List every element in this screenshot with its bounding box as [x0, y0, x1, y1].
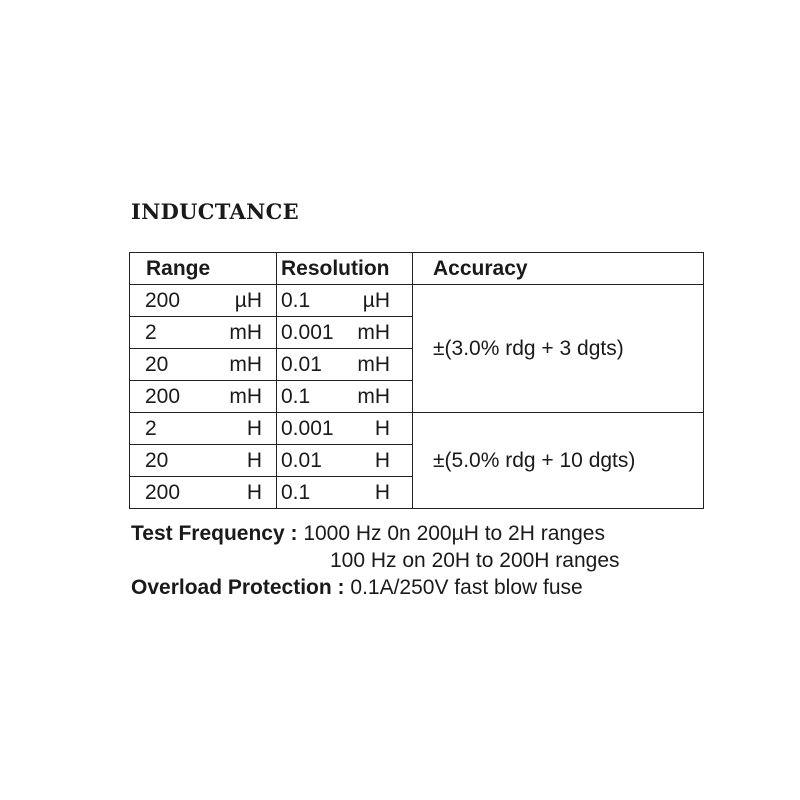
section-title: INDUCTANCE [131, 199, 299, 224]
accuracy-cell-group-2: ±(5.0% rdg + 10 dgts) [413, 413, 704, 509]
range-unit: H [246, 481, 262, 504]
resolution-value: 0.001 [281, 417, 334, 440]
range-value: 2 [145, 321, 157, 344]
test-frequency-value-2: 100 Hz on 20H to 200H ranges [330, 549, 620, 572]
range-value: 200 [145, 289, 181, 312]
test-frequency-line-1 [131, 520, 620, 547]
resolution-unit: H [374, 481, 390, 504]
resolution-value: 0.1 [281, 385, 311, 408]
range-value: 200 [145, 385, 181, 408]
resolution-value: 0.001 [281, 321, 334, 344]
resolution-cell [277, 445, 413, 477]
resolution-unit: mH [357, 353, 390, 376]
resolution-unit: mH [357, 385, 390, 408]
resolution-unit: H [374, 449, 390, 472]
resolution-value: 0.1 [281, 289, 311, 312]
range-unit: H [246, 449, 262, 472]
resolution-cell [277, 381, 413, 413]
overload-protection-line [131, 574, 620, 601]
range-value: 2 [145, 417, 157, 440]
resolution-value: 0.1 [281, 481, 311, 504]
table-row [130, 285, 704, 317]
header-accuracy: Accuracy [413, 253, 704, 285]
range-cell [130, 349, 277, 381]
resolution-cell [277, 349, 413, 381]
header-range: Range [130, 253, 277, 285]
range-cell [130, 317, 277, 349]
range-value: 20 [145, 353, 169, 376]
range-cell [130, 285, 277, 317]
accuracy-cell-group-1: ±(3.0% rdg + 3 dgts) [413, 285, 704, 413]
test-frequency-value-1: 1000 Hz 0n 200µH to 2H ranges [303, 522, 605, 545]
range-unit: H [246, 417, 262, 440]
resolution-cell [277, 285, 413, 317]
table-header-row [130, 253, 704, 285]
range-cell [130, 413, 277, 445]
range-cell [130, 381, 277, 413]
test-frequency-label: Test Frequency : [131, 522, 298, 545]
range-unit: µH [234, 289, 262, 312]
header-resolution: Resolution [277, 253, 413, 285]
table-row [130, 413, 704, 445]
test-frequency-line-2 [131, 547, 620, 574]
resolution-cell [277, 477, 413, 509]
range-cell [130, 477, 277, 509]
range-value: 200 [145, 481, 181, 504]
range-unit: mH [229, 321, 262, 344]
range-unit: mH [229, 353, 262, 376]
overload-protection-value: 0.1A/250V fast blow fuse [350, 576, 583, 599]
overload-protection-label: Overload Protection : [131, 576, 345, 599]
inductance-spec-table [129, 252, 704, 509]
range-value: 20 [145, 449, 169, 472]
resolution-unit: H [374, 417, 390, 440]
range-cell [130, 445, 277, 477]
resolution-cell [277, 413, 413, 445]
resolution-cell [277, 317, 413, 349]
resolution-unit: mH [357, 321, 390, 344]
spec-notes [131, 520, 620, 601]
resolution-value: 0.01 [281, 449, 322, 472]
resolution-value: 0.01 [281, 353, 322, 376]
range-unit: mH [229, 385, 262, 408]
resolution-unit: µH [362, 289, 390, 312]
